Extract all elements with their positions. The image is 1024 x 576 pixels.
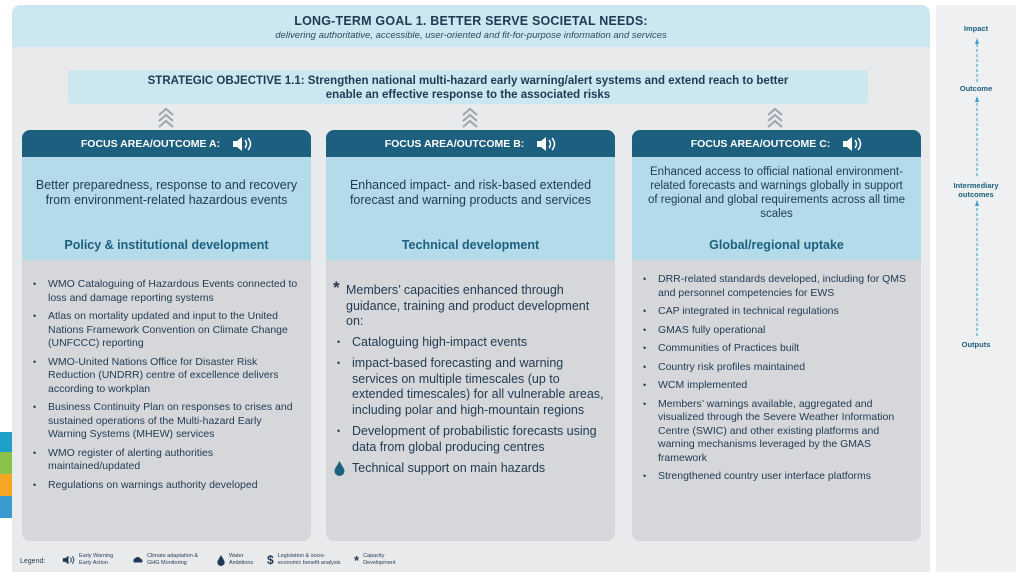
outputs-b bbox=[326, 260, 615, 541]
climate-icon bbox=[132, 555, 143, 565]
up-chevron-icon bbox=[765, 106, 785, 128]
list-item: • Development of probabilistic forecasts using data from global producing centres bbox=[326, 424, 607, 455]
dev-label-c: Global/regional uptake bbox=[709, 238, 844, 252]
focus-area-b-title: FOCUS AREA/OUTCOME B: bbox=[384, 137, 525, 150]
goal-banner bbox=[12, 5, 930, 47]
focus-area-a-header bbox=[22, 130, 311, 157]
water-drop-icon bbox=[334, 461, 345, 476]
focus-area-c-header bbox=[632, 130, 921, 157]
dev-label-b: Technical development bbox=[401, 238, 540, 252]
legend-label: Early Warning Early Action bbox=[79, 553, 114, 566]
legend-label: Climate adaptation & GHG Monitoring bbox=[147, 553, 199, 566]
asterisk-icon: * bbox=[354, 552, 360, 568]
list-item: • GMAS fully operational bbox=[632, 324, 913, 338]
list-item: • DRR-related standards developed, including for QMS and personnel competencies for EWS bbox=[632, 273, 913, 300]
focus-area-a-body bbox=[22, 157, 311, 260]
legend-label: Water Ambitions bbox=[229, 553, 254, 566]
color-strip-blue bbox=[0, 432, 12, 452]
list-item: • Atlas on mortality updated and input to the United Nations Framework Convention on Climate Change (UNFCCC) reporting bbox=[22, 310, 303, 351]
focus-area-c-body bbox=[632, 157, 921, 260]
legend-label: Legislation & socio-economic benefit analysis bbox=[277, 553, 341, 566]
list-item: • WMO register of alerting authorities maintained/updated bbox=[22, 447, 303, 474]
list-item: • Communities of Practices built bbox=[632, 342, 913, 356]
list-item: • Strengthened country user interface platforms bbox=[632, 470, 913, 484]
objective-line1: STRATEGIC OBJECTIVE 1.1: Strengthen national multi-hazard early warning/alert systems and extend reach to better bbox=[147, 75, 789, 87]
goal-title: LONG-TERM GOAL 1. BETTER SERVE SOCIETAL NEEDS: bbox=[294, 14, 648, 28]
legend-label: Capacity Development bbox=[363, 553, 396, 566]
outputs-b-intro: Members’ capacities enhanced through guidance, training and product development on: bbox=[346, 283, 590, 328]
outcome-b-text: Enhanced impact- and risk-based extended forecast and warning products and services bbox=[349, 178, 592, 207]
list-item: • CAP integrated in technical regulations bbox=[632, 305, 913, 319]
dashed-up-arrow-icon bbox=[975, 38, 979, 82]
focus-area-a-title: FOCUS AREA/OUTCOME A: bbox=[80, 137, 221, 150]
outputs-a bbox=[22, 260, 311, 541]
speaker-icon bbox=[232, 136, 252, 152]
legend-item bbox=[354, 553, 405, 567]
list-item: • Business Continuity Plan on responses to crises and sustained operations of the Multi-hazard Early Warning Systems (MHEW) services bbox=[22, 401, 303, 442]
objective-line2: enable an effective response to the associated risks bbox=[325, 89, 611, 101]
list-item: • Country risk profiles maintained bbox=[632, 361, 913, 375]
speaker-icon bbox=[536, 136, 556, 152]
side-label-outputs: Outputs bbox=[961, 340, 991, 349]
up-chevron-icon bbox=[156, 106, 176, 128]
list-item: • WCM implemented bbox=[632, 379, 913, 393]
strategic-objective bbox=[68, 70, 868, 104]
focus-area-c-title: FOCUS AREA/OUTCOME C: bbox=[690, 137, 831, 150]
list-item-text: Technical support on main hazards bbox=[352, 461, 546, 475]
focus-area-c bbox=[632, 130, 921, 260]
legend-item bbox=[132, 553, 207, 567]
color-strip-lightblue bbox=[0, 496, 12, 518]
color-strip-green bbox=[0, 452, 12, 474]
legend-item bbox=[267, 553, 346, 567]
side-label-impact: Impact bbox=[963, 24, 989, 33]
dev-label-a: Policy & institutional development bbox=[64, 238, 269, 252]
outputs-b-list bbox=[326, 330, 615, 477]
water-drop-icon bbox=[217, 555, 225, 566]
outputs-c bbox=[632, 260, 921, 541]
list-item-with-icon bbox=[326, 461, 607, 477]
list-item: • Members’ warnings available, aggregated and visualized through the Severe Weather Information Centre (SWIC) and other existing platforms and warning mechanisms leveraged by the GMAS framework bbox=[632, 398, 913, 466]
legend-item bbox=[62, 553, 121, 567]
legend bbox=[12, 548, 930, 572]
speaker-icon bbox=[842, 136, 862, 152]
color-strip-orange bbox=[0, 474, 12, 496]
list-item: • Regulations on warnings authority developed bbox=[22, 479, 303, 493]
list-item: • WMO Cataloguing of Hazardous Events connected to loss and damage reporting systems bbox=[22, 278, 303, 305]
outputs-a-list bbox=[22, 260, 311, 492]
focus-area-a bbox=[22, 130, 311, 260]
outcome-a-text: Better preparedness, response to and recovery from environment-related hazardous events bbox=[35, 178, 298, 207]
asterisk-icon: * bbox=[333, 278, 340, 297]
list-item: • impact-based forecasting and warning services on multiple timescales (up to extended timescales) for all vulnerable areas, including polar and high-mountain regions bbox=[326, 356, 607, 418]
speaker-icon bbox=[62, 555, 75, 565]
side-label-intermediary: Intermediary outcomes bbox=[953, 181, 999, 199]
focus-area-b-header bbox=[326, 130, 615, 157]
dashed-up-arrow-icon bbox=[975, 96, 979, 176]
focus-area-b bbox=[326, 130, 615, 260]
outcome-c-text: Enhanced access to official national environment-related forecasts and warnings globally in support of regional and global requirements across all time scales bbox=[648, 166, 905, 220]
legend-title: Legend: bbox=[20, 558, 46, 565]
side-label-outcome: Outcome bbox=[959, 84, 993, 93]
legend-item bbox=[217, 553, 259, 567]
goal-subtitle: delivering authoritative, accessible, user-oriented and fit-for-purpose information and services bbox=[275, 30, 667, 41]
list-item: • Cataloguing high-impact events bbox=[326, 335, 607, 351]
dashed-up-arrow-icon bbox=[975, 200, 979, 336]
list-item: • WMO-United Nations Office for Disaster Risk Reduction (UNDRR) centre of excellence delivers according to workplan bbox=[22, 356, 303, 397]
focus-area-b-body bbox=[326, 157, 615, 260]
outputs-b-intro-block bbox=[326, 260, 615, 330]
outputs-c-list bbox=[632, 260, 921, 484]
up-chevron-icon bbox=[460, 106, 480, 128]
dollar-icon: $ bbox=[267, 552, 274, 567]
